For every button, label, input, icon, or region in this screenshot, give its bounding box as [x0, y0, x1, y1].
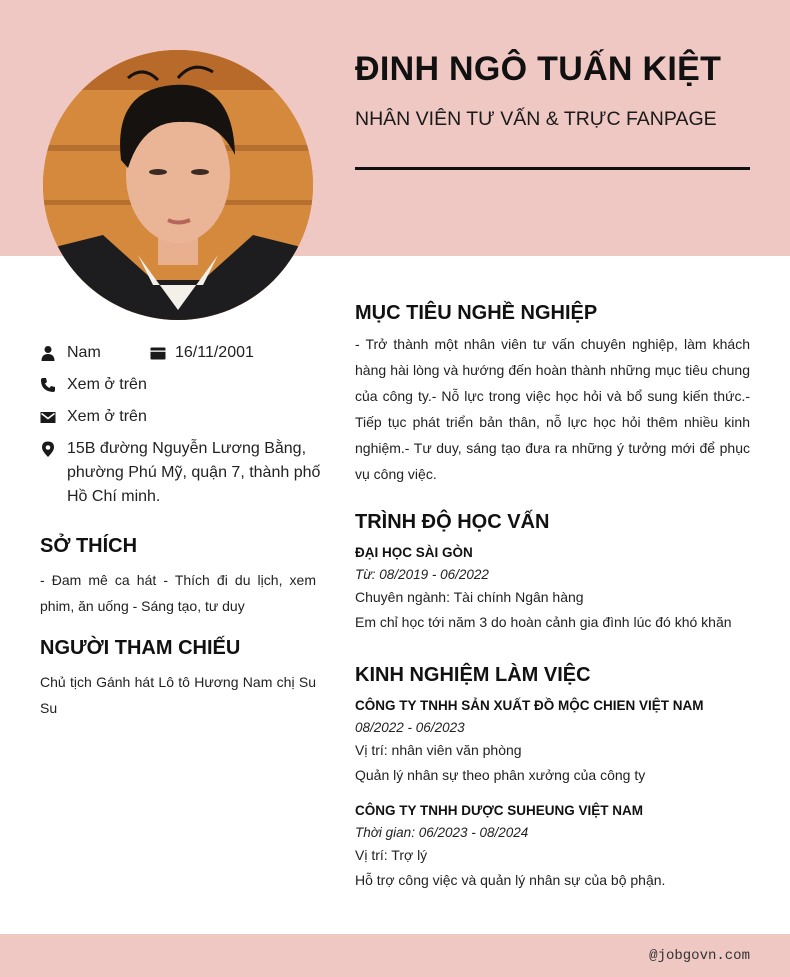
profile-photo — [43, 50, 313, 320]
contact-phone — [40, 373, 316, 397]
job-company: CÔNG TY TNHH DƯỢC SUHEUNG VIỆT NAM — [355, 803, 643, 818]
job-position: Vị trí: Trợ lý — [355, 847, 428, 863]
job-position: Vị trí: nhân viên văn phòng — [355, 742, 522, 758]
education-major: Chuyên ngành: Tài chính Ngân hàng — [355, 589, 584, 605]
location-pin-icon — [40, 440, 56, 458]
address-line-3: Hồ Chí minh. — [67, 488, 161, 505]
experience-section — [355, 664, 750, 888]
job-period: Thời gian: 06/2023 - 08/2024 — [355, 825, 529, 840]
job-description: Hỗ trợ công việc và quản lý nhân sự của bộ phận. — [355, 872, 666, 888]
references-title: NGƯỜI THAM CHIẾU — [40, 637, 241, 659]
phone-value: Xem ở trên — [67, 376, 147, 393]
education-period: Từ: 08/2019 - 06/2022 — [355, 567, 489, 582]
hobbies-title: SỞ THÍCH — [40, 535, 138, 557]
address-line-2: phường Phú Mỹ, quận 7, thành phố — [67, 464, 321, 481]
job-description: Quản lý nhân sự theo phân xưởng của công ty — [355, 767, 646, 783]
experience-item — [355, 698, 750, 783]
job-company: CÔNG TY TNHH SẢN XUẤT ĐỒ MỘC CHIEN VIỆT NAM — [355, 698, 704, 713]
full-name: ĐINH NGÔ TUẤN KIỆT — [355, 50, 722, 88]
experience-item — [355, 803, 750, 888]
phone-icon — [40, 377, 56, 393]
hobbies-section — [40, 535, 316, 619]
mail-icon — [40, 409, 56, 425]
objective-title: MỤC TIÊU NGHỀ NGHIỆP — [355, 302, 598, 324]
person-icon — [40, 345, 56, 361]
contact-gender — [40, 341, 150, 365]
contact-address — [40, 437, 321, 509]
job-title: NHÂN VIÊN TƯ VẤN & TRỰC FANPAGE — [355, 108, 717, 130]
gender-value: Nam — [67, 344, 101, 361]
experience-title: KINH NGHIỆM LÀM VIỆC — [355, 664, 591, 686]
address-line-1: 15B đường Nguyễn Lương Bằng, — [67, 440, 307, 457]
email-value: Xem ở trên — [67, 408, 147, 425]
education-section — [355, 511, 750, 630]
contact-birthday — [150, 341, 316, 365]
objective-section — [355, 302, 750, 487]
education-school: ĐẠI HỌC SÀI GÒN — [355, 545, 473, 560]
birthday-value: 16/11/2001 — [175, 344, 254, 361]
contact-email — [40, 405, 316, 429]
footer-watermark: @jobgovn.com — [649, 948, 750, 964]
job-period: 08/2022 - 06/2023 — [355, 720, 465, 735]
calendar-icon — [150, 345, 166, 361]
header-divider — [355, 167, 750, 170]
hobbies-text: - Đam mê ca hát - Thích đi du lịch, xem phim, ăn uống - Sáng tạo, tư duy — [40, 572, 316, 614]
references-text: Chủ tịch Gánh hát Lô tô Hương Nam chị Su Su — [40, 674, 316, 716]
education-title: TRÌNH ĐỘ HỌC VẤN — [355, 511, 550, 533]
references-section — [40, 637, 316, 721]
education-note: Em chỉ học tới năm 3 do hoàn cảnh gia đình lúc đó khó khăn — [355, 614, 732, 630]
objective-text: - Trở thành một nhân viên tư vấn chuyên nghiệp, làm khách hàng hài lòng và hướng đến hoàn thành những mục tiêu chung của công ty.- Nỗ lực trong việc học hỏi và bổ sung kiến thức.- Tiếp tục phát triển bản thân, nỗ lực học hỏi thêm nhiều kinh nghiệm.- Tư duy, sáng tạo đưa ra những ý tưởng mới để phục vụ công việc. — [355, 336, 750, 482]
